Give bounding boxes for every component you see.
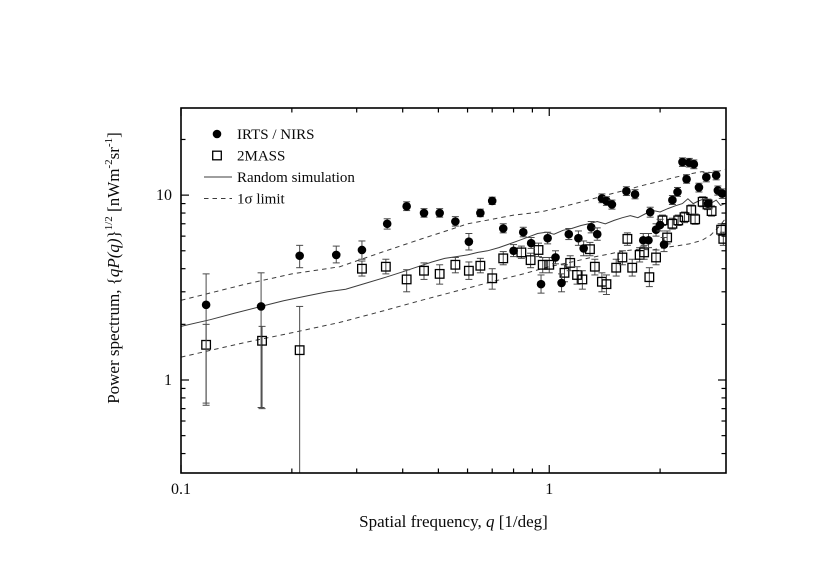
data-point-circle <box>695 183 704 192</box>
data-point-circle <box>622 187 631 196</box>
data-point-circle <box>557 279 566 288</box>
legend-item-label: 2MASS <box>237 148 286 165</box>
data-point-circle <box>564 230 573 239</box>
legend-item-label: IRTS / NIRS <box>237 127 315 143</box>
filled-circle-icon <box>213 130 222 139</box>
data-point-circle <box>644 236 653 245</box>
legend-item-filled-circle <box>213 127 315 143</box>
data-point-circle <box>451 217 460 226</box>
x-tick-label: 0.1 <box>171 481 191 498</box>
data-point-circle <box>543 234 552 243</box>
data-point-circle <box>682 175 691 184</box>
data-point-circle <box>668 196 677 205</box>
data-point-circle <box>587 223 596 232</box>
data-point-circle <box>509 246 518 255</box>
error-bar <box>579 271 586 289</box>
data-point-circle <box>257 302 266 311</box>
data-point-circle <box>358 246 367 255</box>
error-bar <box>646 268 653 287</box>
y-tick-label: 1 <box>164 371 172 389</box>
data-point-circle <box>202 301 211 310</box>
data-point-circle <box>499 224 508 233</box>
error-bar <box>403 270 410 292</box>
data-point-circle <box>402 202 411 211</box>
legend-item-open-square <box>213 149 286 165</box>
data-point-circle <box>579 244 588 253</box>
legend-item-label: Random simulation <box>237 170 355 186</box>
legend-item-dashed-line <box>204 192 286 208</box>
error-bar <box>436 265 443 284</box>
data-point-circle <box>712 171 721 180</box>
error-bar <box>591 259 598 275</box>
data-point-circle <box>420 209 429 218</box>
data-point-circle <box>295 251 304 260</box>
data-point-circle <box>488 197 497 206</box>
legend-item-label: 1σ limit <box>237 191 285 208</box>
x-axis-title: Spatial frequency, q [1/deg] <box>359 512 548 531</box>
error-bar <box>452 257 459 272</box>
error-bar <box>489 269 496 289</box>
data-point-circle <box>383 219 392 228</box>
x-tick-label: 1 <box>545 481 554 498</box>
data-point-circle <box>551 253 560 262</box>
data-point-circle <box>631 190 640 199</box>
y-tick-label: 10 <box>156 187 172 205</box>
error-bar <box>653 250 660 265</box>
data-point-circle <box>593 230 602 239</box>
data-point-circle <box>656 221 665 230</box>
data-point-circle <box>690 160 699 169</box>
data-point-circle <box>704 199 713 208</box>
legend-item-solid-line <box>204 170 355 186</box>
error-bar <box>296 306 303 482</box>
data-point-circle <box>646 208 655 217</box>
data-point-circle <box>673 188 682 197</box>
data-point-circle <box>702 173 711 182</box>
data-point-circle <box>608 200 617 209</box>
data-point-circle <box>332 251 341 260</box>
error-bar <box>382 259 389 274</box>
error-bar <box>358 261 365 276</box>
error-bar <box>465 262 472 279</box>
data-point-circle <box>465 237 474 246</box>
open-square-icon <box>213 151 222 160</box>
error-bar <box>629 259 636 276</box>
data-point-circle <box>476 209 485 218</box>
data-point-circle <box>660 240 669 249</box>
data-point-circle <box>527 239 536 248</box>
y-axis-title: Power spectrum, $\{qP(q)\}^{1/2}$ $[nWm^{-2}sr^{-1}]$ <box>103 132 123 404</box>
legend <box>204 127 355 208</box>
data-point-circle <box>537 280 546 289</box>
data-point-circle <box>519 228 528 237</box>
data-point-circle <box>435 209 444 218</box>
